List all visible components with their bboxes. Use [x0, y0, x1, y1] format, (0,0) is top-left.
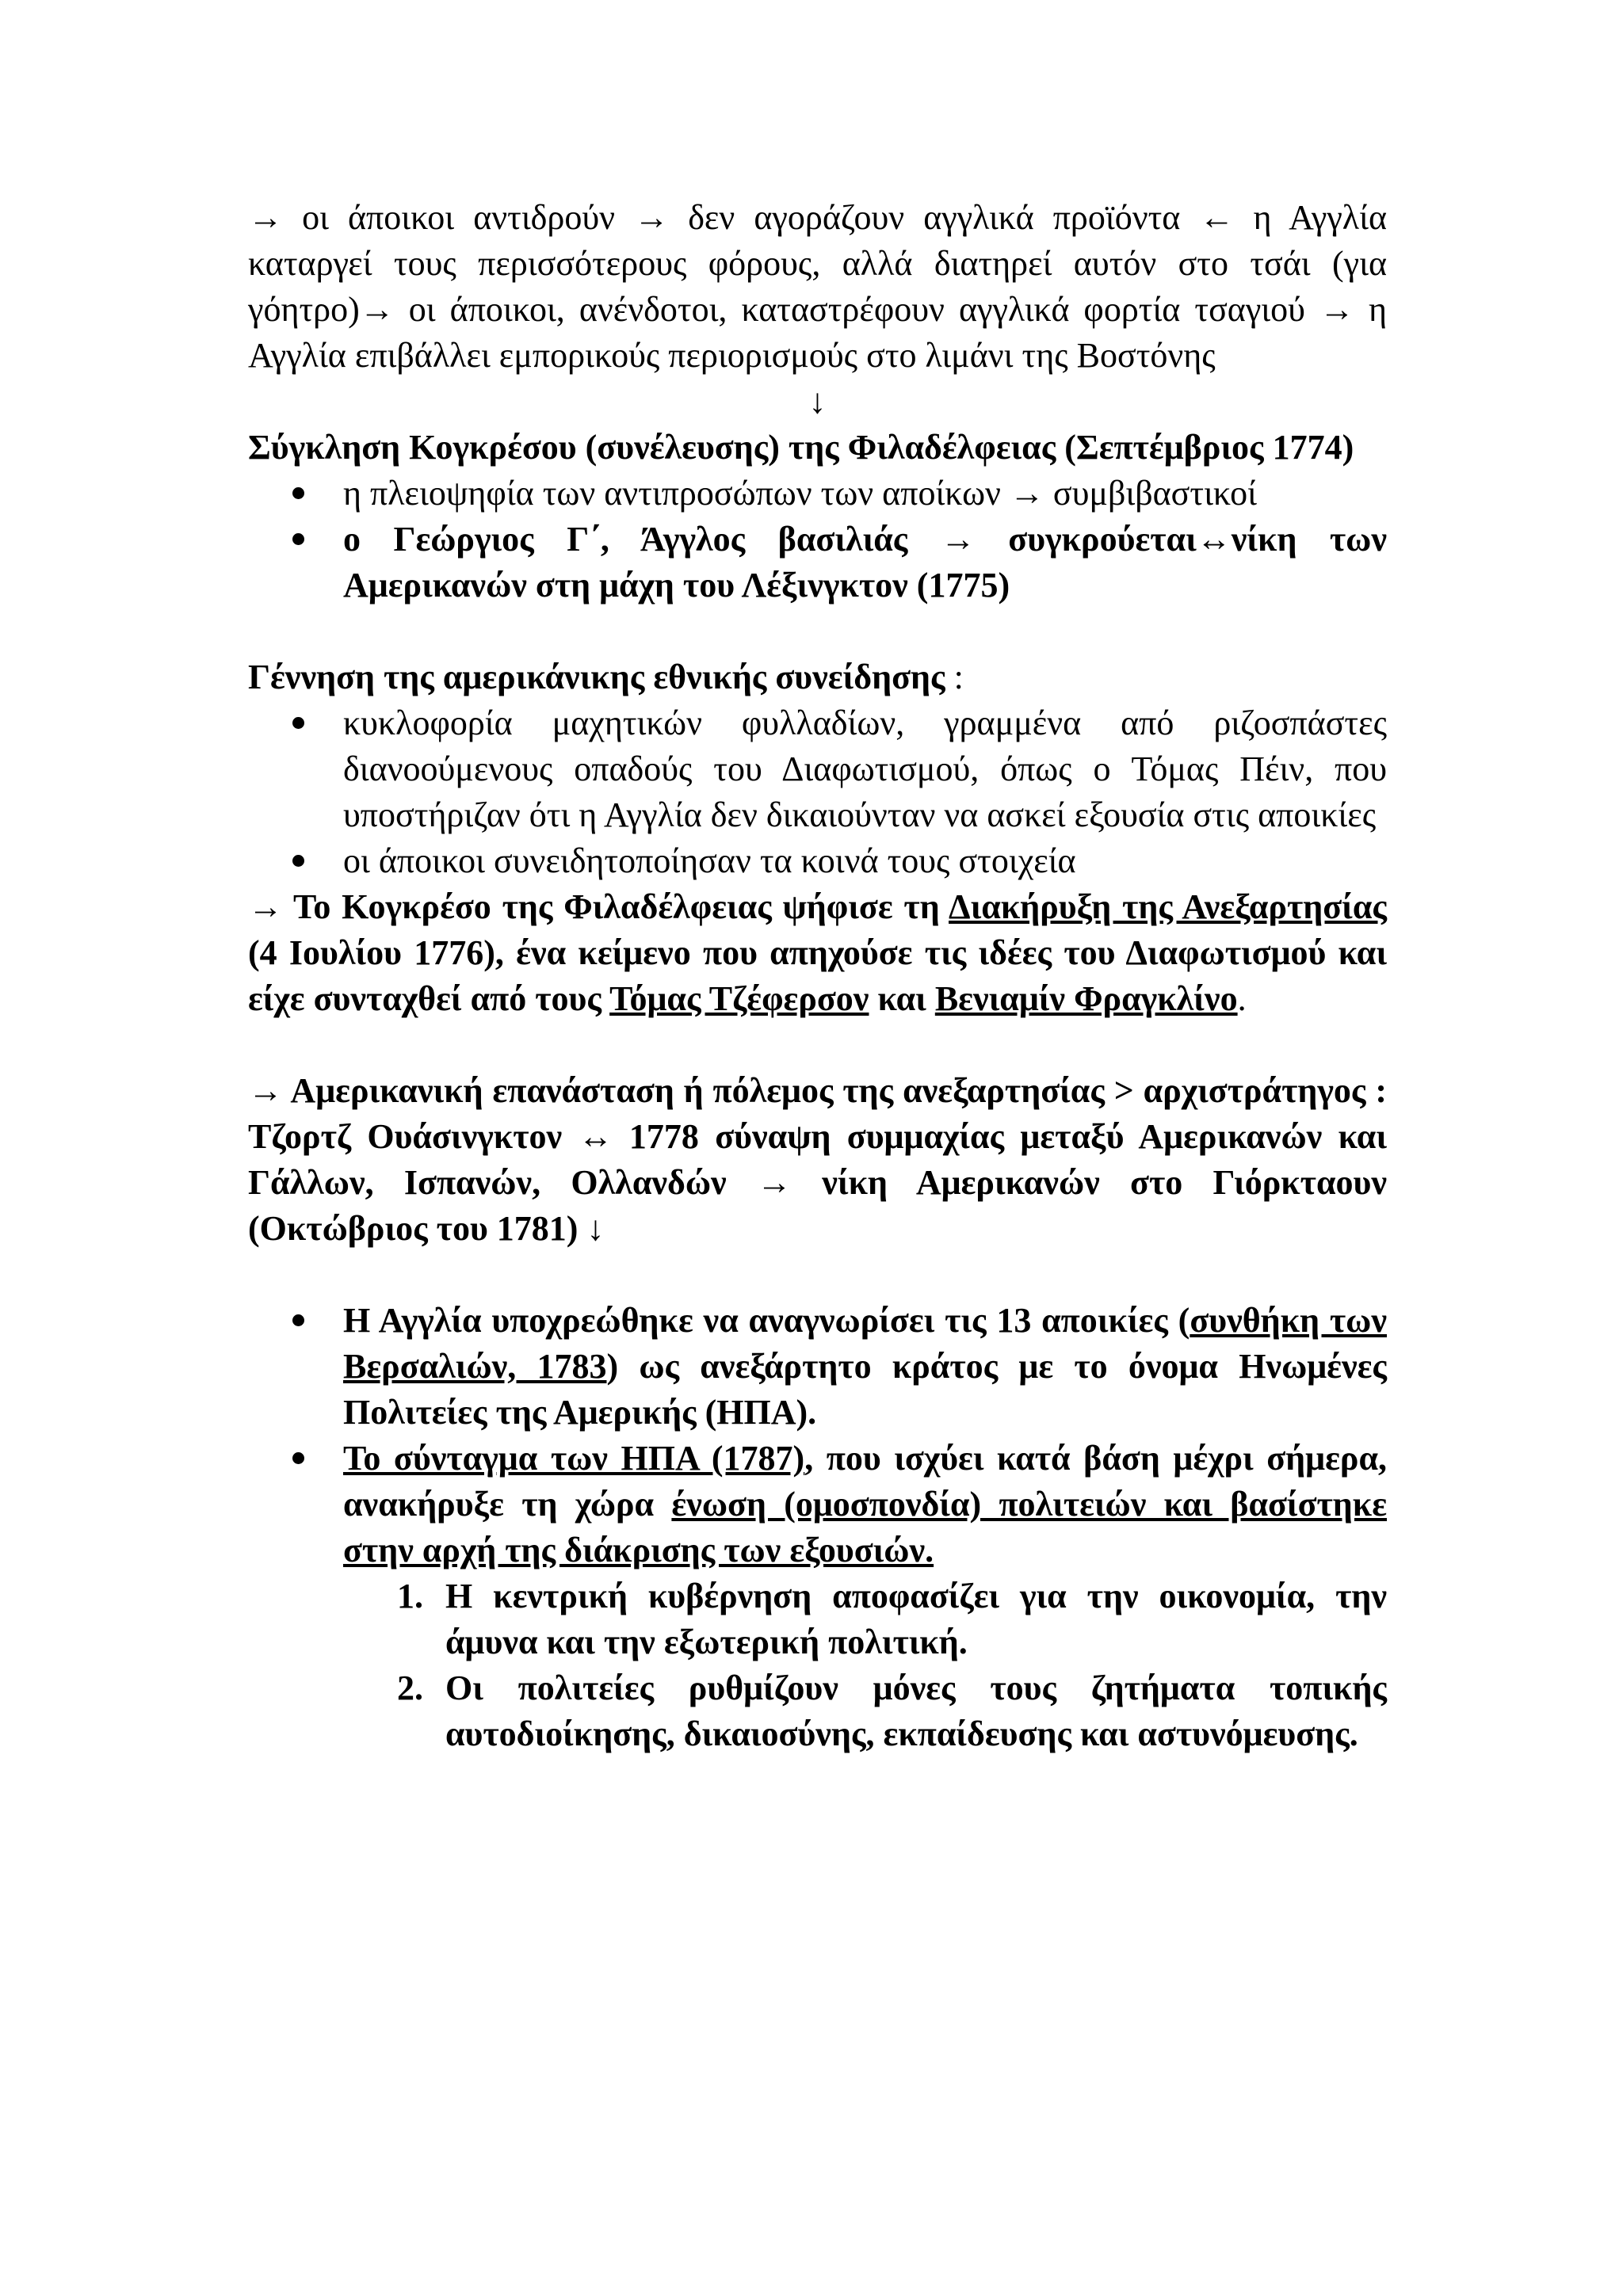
birth-list — [248, 700, 1387, 884]
down-arrow: ↓ — [808, 382, 827, 421]
bullet-icon — [292, 487, 304, 499]
intro-paragraph: → οι άποικοι αντιδρούν → δεν αγοράζουν αγγλικά προϊόντα ← η Αγγλία καταργεί τους περισσότερους φόρους, αλλά διατηρεί αυτόν στο τσάι (για γόητρο)→ οι άποικοι, ανένδοτοι, καταστρέφουν αγγλικά φορτία τσαγιού → η Αγγλία επιβάλλει εμπορικούς περιορισμούς στο λιμάνι της Βοστόνης — [248, 198, 1387, 375]
bullet-icon — [292, 533, 304, 545]
numbered-list — [248, 1573, 1387, 1757]
bullet-icon — [292, 717, 304, 729]
document-body — [248, 195, 1387, 1757]
numbered-item: 2. Οι πολιτείες ρυθμίζουν μόνες τους ζητήματα τοπικής αυτοδιοίκησης, δικαιοσύνης, εκπαίδευσης και αστυνόμευσης. — [397, 1669, 1387, 1753]
bullet-icon — [292, 1314, 304, 1326]
bullet-icon — [292, 855, 304, 867]
numbered-item: 1. Η κεντρική κυβέρνηση αποφασίζει για την οικονομία, την άμυνα και την εξωτερική πολιτική. — [397, 1577, 1387, 1661]
revolution-paragraph: → Αμερικανική επανάσταση ή πόλεμος της ανεξαρτησίας ˃ αρχιστράτηγος : Τζορτζ Ουάσινγκτον ↔ 1778 σύναψη συμμαχίας μεταξύ Αμερικανών και Γάλλων, Ισπανών, Ολλανδών → νίκη Αμερικανών στο Γιόρκταουν (Οκτώβριος του 1781) ↓ — [248, 1071, 1387, 1248]
bullet-icon — [292, 1452, 304, 1464]
declaration-paragraph: → Το Κογκρέσο της Φιλαδέλφειας ψήφισε τη Διακήρυξη της Ανεξαρτησίας (4 Ιουλίου 1776), ένα κείμενο που απηχούσε τις ιδέες του Διαφωτισμού και είχε συνταχθεί από τους Τόμας Τζέφερσον και Βενιαμίν Φραγκλίνο. — [248, 887, 1387, 1018]
list-item: Η Αγγλία υποχρεώθηκε να αναγνωρίσει τις 13 αποικίες (συνθήκη των Βερσαλιών, 1783) ως ανεξάρτητο κράτος με το όνομα Ηνωμένες Πολιτείες της Αμερικής (ΗΠΑ). — [248, 1298, 1387, 1436]
list-item: Το σύνταγμα των ΗΠΑ (1787), που ισχύει κατά βάση μέχρι σήμερα, ανακήρυξε τη χώρα ένωση (ομοσπονδία) πολιτειών και βασίστηκε στην αρχή της διάκρισης των εξουσιών. — [248, 1436, 1387, 1573]
list-item: οι άποικοι συνειδητοποίησαν τα κοινά τους στοιχεία — [248, 838, 1387, 884]
declaration-link-text: Διακήρυξη της Ανεξαρτησίας — [949, 887, 1387, 926]
list-item: η πλειοψηφία των αντιπροσώπων των αποίκων → συμβιβαστικοί — [248, 471, 1387, 517]
outcomes-list — [248, 1298, 1387, 1573]
congress-heading: Σύγκληση Κογκρέσου (συνέλευσης) της Φιλαδέλφειας (Σεπτέμβριος 1774) — [248, 428, 1354, 467]
birth-heading: Γέννηση της αμερικάνικης εθνικής συνείδησης : — [248, 658, 964, 696]
list-item: ο Γεώργιος Γ΄, Άγγλος βασιλιάς → συγκρούεται↔νίκη των Αμερικανών στη μάχη του Λέξινγκτον (1775) — [248, 517, 1387, 608]
congress-list — [248, 471, 1387, 608]
list-item: κυκλοφορία μαχητικών φυλλαδίων, γραμμένα από ριζοσπάστες διανοούμενους οπαδούς του Διαφωτισμού, όπως ο Τόμας Πέιν, που υποστήριζαν ότι η Αγγλία δεν δικαιούνταν να ασκεί εξουσία στις αποικίες — [248, 700, 1387, 838]
